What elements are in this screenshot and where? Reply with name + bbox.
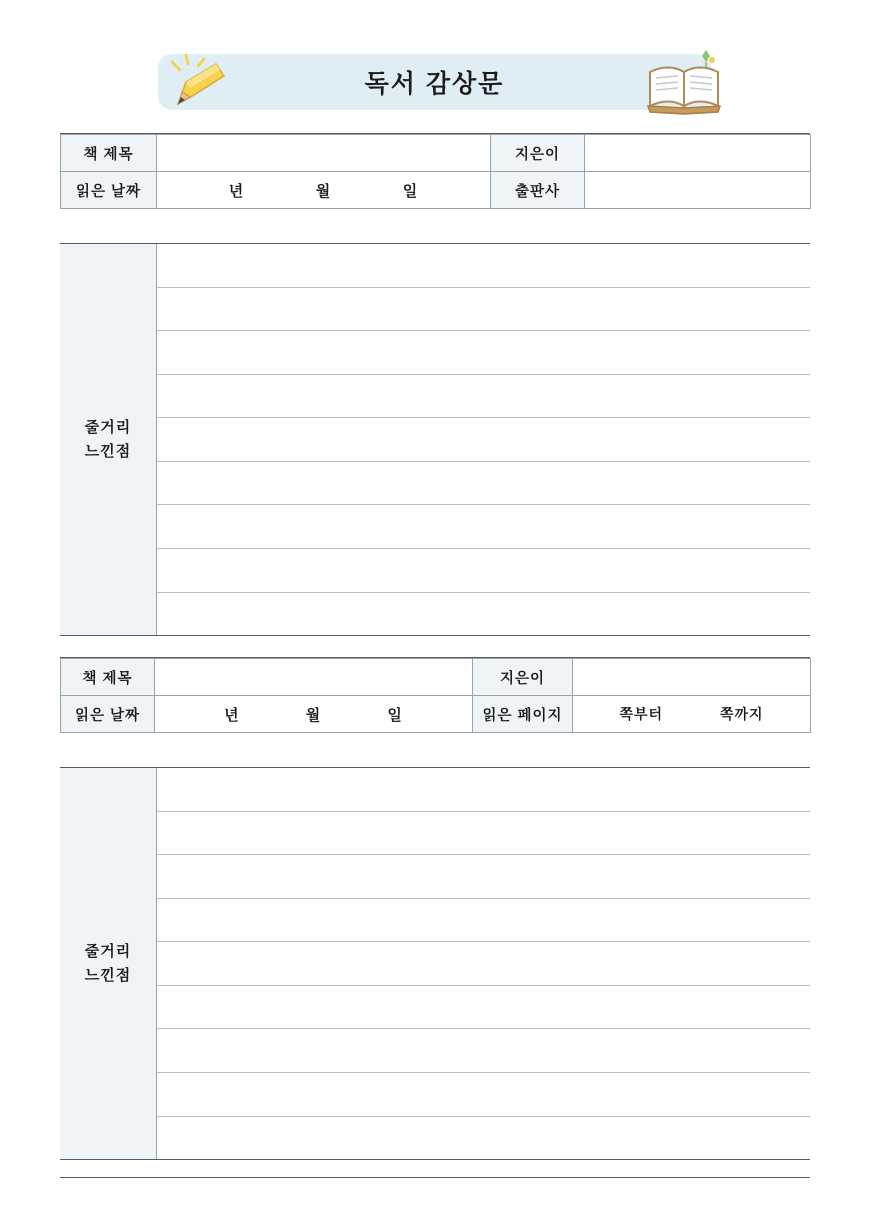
writing-line[interactable] (157, 899, 810, 943)
year-unit: 년 (228, 182, 245, 200)
writing-line[interactable] (157, 331, 810, 375)
writing-line[interactable] (157, 549, 810, 593)
section2-body-side-label (60, 768, 157, 1159)
author-input[interactable] (585, 135, 811, 172)
open-book-icon (640, 48, 730, 118)
pages-read-input[interactable] (573, 696, 811, 733)
writing-line[interactable] (157, 1029, 810, 1073)
section1-writing-area[interactable] (157, 244, 810, 635)
section2-info-table (60, 658, 810, 733)
section1-body-side-label (60, 244, 157, 635)
writing-line[interactable] (157, 593, 810, 636)
day-unit: 일 (387, 706, 403, 724)
page-title: 독서 감상문 (364, 70, 505, 98)
read-date-input[interactable] (157, 172, 491, 209)
read-date-label: 읽은 날짜 (61, 172, 157, 209)
month-unit: 월 (315, 182, 332, 200)
table-row (61, 135, 811, 172)
book-title-input[interactable] (155, 659, 473, 696)
writing-line[interactable] (157, 462, 810, 506)
summary-label: 줄거리 (84, 943, 132, 961)
writing-line[interactable] (157, 942, 810, 986)
writing-line[interactable] (157, 812, 810, 856)
section2-writing-area[interactable] (157, 768, 810, 1159)
impression-label: 느낀점 (84, 442, 132, 460)
impression-label: 느낀점 (84, 966, 132, 984)
section1-body-block (60, 243, 810, 636)
author-label: 지은이 (491, 135, 585, 172)
page-bottom-rule (60, 1177, 810, 1178)
book-title-label: 책 제목 (61, 135, 157, 172)
book-title-label: 책 제목 (61, 659, 155, 696)
writing-line[interactable] (157, 418, 810, 462)
table-row (61, 659, 811, 696)
section2-body-block (60, 767, 810, 1160)
author-label: 지은이 (473, 659, 573, 696)
publisher-label: 출판사 (491, 172, 585, 209)
month-unit: 월 (305, 706, 322, 724)
writing-line[interactable] (157, 1117, 810, 1160)
page-to-unit: 쪽까지 (719, 706, 764, 722)
author-input[interactable] (573, 659, 811, 696)
summary-label: 줄거리 (84, 419, 132, 437)
writing-line[interactable] (157, 375, 810, 419)
book-title-input[interactable] (157, 135, 491, 172)
writing-line[interactable] (157, 244, 810, 288)
read-date-label: 읽은 날짜 (61, 696, 155, 733)
writing-line[interactable] (157, 505, 810, 549)
table-row (61, 696, 811, 733)
page-from-unit: 쪽부터 (619, 706, 664, 722)
pages-read-label: 읽은 페이지 (473, 696, 573, 733)
publisher-input[interactable] (585, 172, 811, 209)
table-row (61, 172, 811, 209)
writing-line[interactable] (157, 986, 810, 1030)
writing-line[interactable] (157, 855, 810, 899)
read-date-input[interactable] (155, 696, 473, 733)
day-unit: 일 (402, 182, 419, 200)
writing-line[interactable] (157, 288, 810, 332)
writing-line[interactable] (157, 768, 810, 812)
year-unit: 년 (224, 706, 240, 724)
pencil-icon (160, 52, 250, 114)
section1-info-table (60, 134, 810, 209)
writing-line[interactable] (157, 1073, 810, 1117)
